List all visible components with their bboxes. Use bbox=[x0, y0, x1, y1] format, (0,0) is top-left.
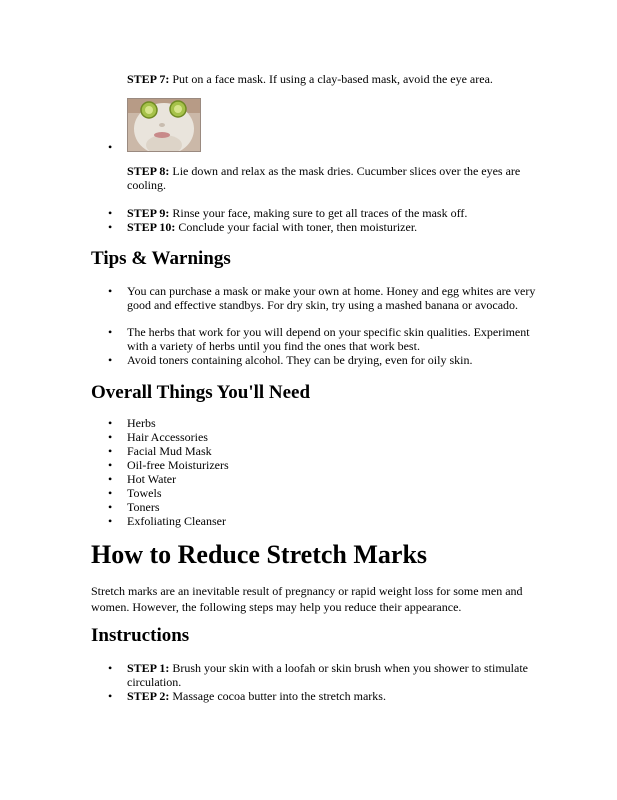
need-item: Oil-free Moisturizers bbox=[127, 458, 229, 472]
step-text: Conclude your facial with toner, then moisturizer. bbox=[175, 220, 418, 234]
instruction-step-2 bbox=[127, 689, 537, 703]
article-intro: Stretch marks are an inevitable result of pregnancy or rapid weight loss for some men and women. However, the following steps may help you reduce their appearance. bbox=[91, 584, 523, 614]
tip-item: The herbs that work for you will depend on your specific skin qualities. Experiment with a variety of herbs until you find the ones that work best. bbox=[127, 325, 530, 353]
bullet-marker: • bbox=[108, 500, 113, 514]
step-label: STEP 8: bbox=[127, 164, 170, 178]
bullet-marker: • bbox=[108, 458, 113, 472]
need-item: Hot Water bbox=[127, 472, 177, 486]
tip-item: You can purchase a mask or make your own at home. Honey and egg whites are very good and effective standbys. For dry skin, try using a mashed banana or avocado. bbox=[127, 284, 536, 312]
bullet-marker: • bbox=[108, 661, 113, 675]
need-item: Towels bbox=[127, 486, 162, 500]
bullet-marker: • bbox=[108, 416, 113, 430]
bullet-marker: • bbox=[108, 220, 113, 234]
face-mask-image bbox=[128, 99, 200, 151]
step-text: Put on a face mask. If using a clay-based mask, avoid the eye area. bbox=[169, 72, 493, 86]
instructions-heading: Instructions bbox=[91, 625, 190, 646]
need-item: Exfoliating Cleanser bbox=[127, 514, 226, 528]
need-item: Herbs bbox=[127, 416, 156, 430]
need-item: Facial Mud Mask bbox=[127, 444, 212, 458]
step-8 bbox=[127, 164, 537, 192]
step-label: STEP 10: bbox=[127, 220, 176, 234]
step-label: STEP 2: bbox=[127, 689, 170, 703]
bullet-marker: • bbox=[108, 689, 113, 703]
step-9 bbox=[127, 206, 537, 220]
step-text: Brush your skin with a loofah or skin brush when you shower to stimulate circulation. bbox=[127, 661, 528, 689]
bullet-marker: • bbox=[108, 140, 113, 154]
step-text: Massage cocoa butter into the stretch marks. bbox=[169, 689, 386, 703]
bullet-marker: • bbox=[108, 430, 113, 444]
step-label: STEP 7: bbox=[127, 72, 170, 86]
bullet-marker: • bbox=[108, 514, 113, 528]
step-label: STEP 1: bbox=[127, 661, 170, 675]
bullet-marker: • bbox=[108, 284, 113, 298]
need-item: Hair Accessories bbox=[127, 430, 208, 444]
step-text: Lie down and relax as the mask dries. Cucumber slices over the eyes are cooling. bbox=[127, 164, 521, 192]
face-mask-photo bbox=[127, 98, 201, 152]
step-label: STEP 9: bbox=[127, 206, 170, 220]
bullet-marker: • bbox=[108, 353, 113, 367]
bullet-marker: • bbox=[108, 206, 113, 220]
need-item: Toners bbox=[127, 500, 160, 514]
tips-heading: Tips & Warnings bbox=[91, 248, 231, 269]
article-title: How to Reduce Stretch Marks bbox=[91, 540, 428, 569]
bullet-marker: • bbox=[108, 472, 113, 486]
bullet-marker: • bbox=[108, 486, 113, 500]
step-10 bbox=[127, 220, 537, 234]
step-7 bbox=[127, 72, 537, 86]
tip-item: Avoid toners containing alcohol. They can be drying, even for oily skin. bbox=[127, 353, 473, 367]
bullet-marker: • bbox=[108, 444, 113, 458]
instruction-step-1 bbox=[127, 661, 537, 689]
needs-heading: Overall Things You'll Need bbox=[91, 382, 311, 403]
bullet-marker: • bbox=[108, 325, 113, 339]
step-text: Rinse your face, making sure to get all traces of the mask off. bbox=[169, 206, 468, 220]
